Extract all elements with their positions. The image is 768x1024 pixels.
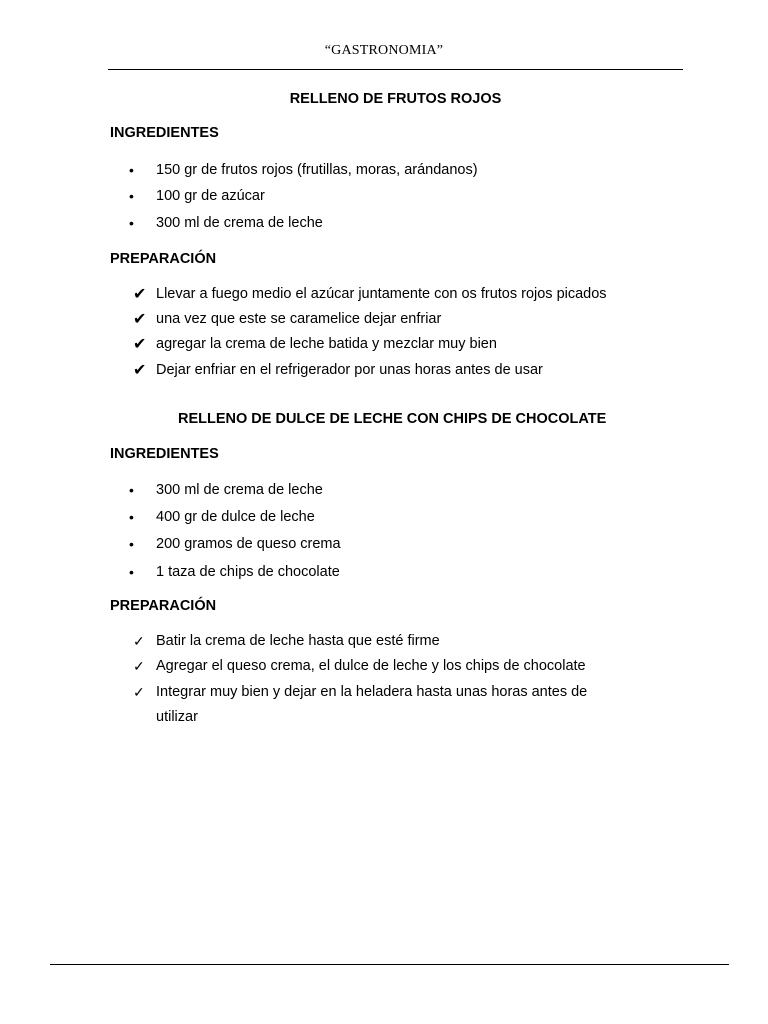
bullet-dot-icon: • xyxy=(129,162,134,178)
ingredient-item: 400 gr de dulce de leche xyxy=(156,509,315,525)
step-item: Batir la crema de leche hasta que esté firme xyxy=(156,633,440,649)
header-rule xyxy=(108,69,683,70)
checkmark-icon: ✔ xyxy=(133,311,147,328)
footer-rule xyxy=(50,964,729,965)
step-item: Agregar el queso crema, el dulce de leche y los chips de chocolate xyxy=(156,658,586,674)
preparation-heading: PREPARACIÓN xyxy=(110,598,217,614)
ingredient-item: 200 gramos de queso crema xyxy=(156,536,341,552)
preparation-heading: PREPARACIÓN xyxy=(110,251,217,267)
checkmark-icon: ✔ xyxy=(133,362,147,379)
bullet-dot-icon: • xyxy=(129,509,134,525)
step-item: Llevar a fuego medio el azúcar juntamente con os frutos rojos picados xyxy=(156,286,607,302)
ingredient-item: 100 gr de azúcar xyxy=(156,188,265,204)
ingredients-heading: INGREDIENTES xyxy=(110,446,219,462)
step-item-continuation: utilizar xyxy=(156,709,198,725)
ingredient-item: 300 ml de crema de leche xyxy=(156,482,323,498)
step-item: Dejar enfriar en el refrigerador por unas horas antes de usar xyxy=(156,362,543,378)
bullet-dot-icon: • xyxy=(129,482,134,498)
ingredient-item: 1 taza de chips de chocolate xyxy=(156,564,340,580)
recipe-title: RELLENO DE DULCE DE LECHE CON CHIPS DE CHOCOLATE xyxy=(178,411,607,427)
step-item: Integrar muy bien y dejar en la heladera hasta unas horas antes de xyxy=(156,684,588,700)
checkmark-icon: ✓ xyxy=(133,684,145,700)
bullet-dot-icon: • xyxy=(129,536,134,552)
bullet-dot-icon: • xyxy=(129,188,134,204)
checkmark-icon: ✓ xyxy=(133,658,145,674)
page-header: “GASTRONOMIA” xyxy=(324,43,444,58)
step-item: agregar la crema de leche batida y mezclar muy bien xyxy=(156,336,497,352)
ingredient-item: 300 ml de crema de leche xyxy=(156,215,323,231)
bullet-dot-icon: • xyxy=(129,215,134,231)
checkmark-icon: ✔ xyxy=(133,336,147,353)
step-item: una vez que este se caramelice dejar enfriar xyxy=(156,311,442,327)
ingredient-item: 150 gr de frutos rojos (frutillas, moras, arándanos) xyxy=(156,162,478,178)
recipe-title: RELLENO DE FRUTOS ROJOS xyxy=(289,91,502,107)
ingredients-heading: INGREDIENTES xyxy=(110,125,219,141)
checkmark-icon: ✔ xyxy=(133,286,147,303)
bullet-dot-icon: • xyxy=(129,564,134,580)
checkmark-icon: ✓ xyxy=(133,633,145,649)
